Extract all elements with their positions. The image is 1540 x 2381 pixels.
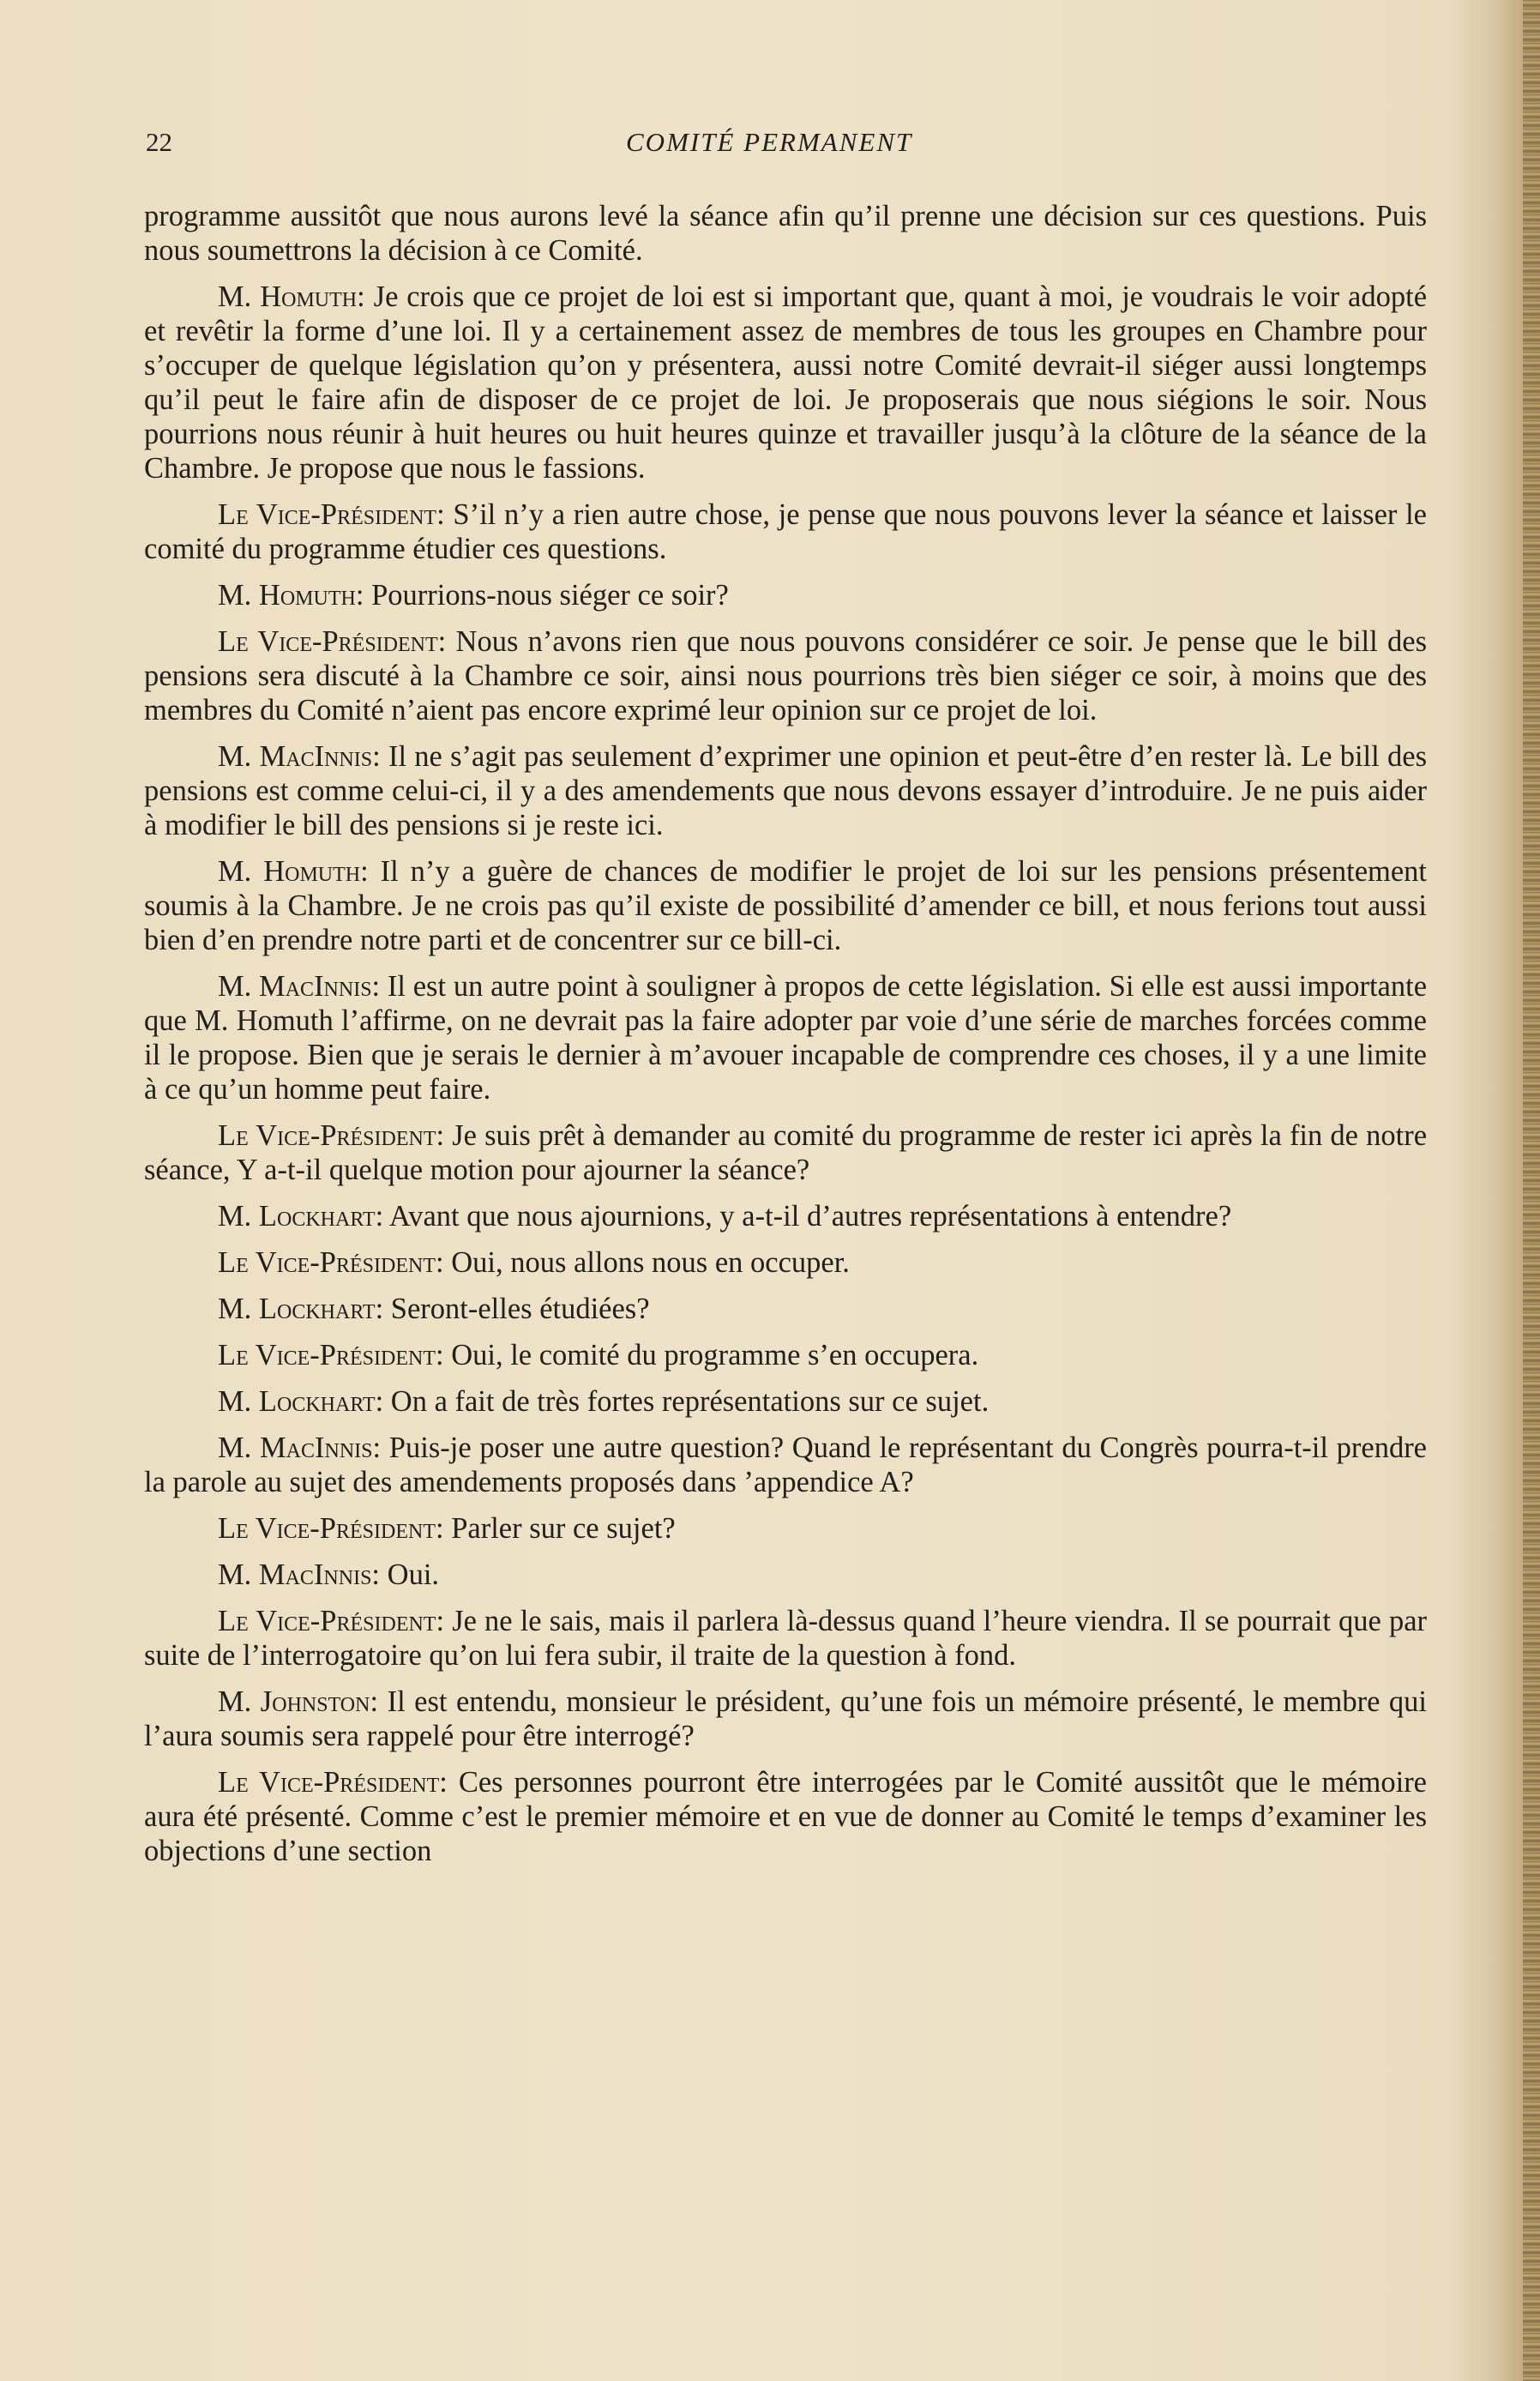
paragraph — [144, 1431, 1427, 1499]
speaker-name: M. Homuth: — [218, 579, 364, 612]
paragraph-text: Nous n’avons rien que nous pouvons considérer ce soir. Je pense que le bill des pensions sera discuté à la Chambre ce soir, ainsi nous pourrions très bien siéger ce soir, à moins que des membres du Comité n’aient pas encore exprimé leur opinion sur ce projet de loi. — [144, 625, 1427, 726]
paragraph — [144, 199, 1427, 268]
paragraph — [144, 1292, 1427, 1326]
speaker-name: M. Johnston: — [218, 1685, 379, 1718]
paragraph — [144, 578, 1427, 612]
paragraph-text: Il est entendu, monsieur le président, qu’une fois un mémoire présenté, le membre qui l’aura soumis sera rappelé pour être interrogé? — [144, 1685, 1428, 1752]
paragraph-text: Ces personnes pourront être interrogées par le Comité aussitôt que le mémoire aura été présenté. Comme c’est le premier mémoire et en vue de donner au Comité le temps d’examiner les objections d’une section — [144, 1766, 1427, 1867]
speaker-name: M. MacInnis: — [218, 970, 381, 1003]
paragraph-text: Puis-je poser une autre question? Quand le représentant du Congrès pourra-t-il prendre la parole au sujet des amendements proposés dans ’appendice A? — [144, 1432, 1427, 1498]
speaker-name: M. Homuth: — [218, 280, 365, 313]
speaker-name: M. MacInnis: — [218, 740, 381, 773]
speaker-name: M. Lockhart: — [218, 1385, 384, 1418]
page-header — [146, 118, 1449, 170]
paragraph — [144, 1199, 1427, 1233]
paragraph-text: programme aussitôt que nous aurons levé la séance afin qu’il prenne une décision sur ces questions. Puis nous soumettrons la décision à ce Comité. — [144, 200, 1427, 267]
paragraph-text: Oui. — [387, 1558, 440, 1591]
paragraph-text: Avant que nous ajournions, y a-t-il d’autres représentations à entendre? — [388, 1200, 1232, 1233]
paragraph-text: Parler sur ce sujet? — [451, 1512, 676, 1545]
speaker-name: Le Vice-Président: — [218, 1119, 445, 1152]
speaker-name: Le Vice-Président: — [218, 1766, 448, 1799]
paragraph — [144, 497, 1427, 566]
paragraph-text: Seront-elles étudiées? — [390, 1293, 650, 1325]
paragraph — [144, 1685, 1427, 1753]
paragraph-text: S’il n’y a rien autre chose, je pense que nous pouvons lever la séance et laisser le comité du programme étudier ces questions. — [144, 498, 1427, 565]
speaker-name: Le Vice-Président: — [218, 1512, 444, 1545]
running-title: COMITÉ PERMANENT — [626, 127, 913, 157]
paragraph-text: Oui, nous allons nous en occuper. — [451, 1246, 850, 1279]
body-text — [144, 199, 1427, 1880]
speaker-name: Le Vice-Président: — [218, 1605, 445, 1637]
page-edge — [1523, 0, 1540, 2381]
paragraph — [144, 854, 1427, 957]
paragraph-text: Pourrions-nous siéger ce soir? — [371, 579, 729, 612]
paragraph — [144, 280, 1427, 485]
paragraph — [144, 1118, 1427, 1187]
paragraph-text: Je ne le sais, mais il parlera là-dessus quand l’heure viendra. Il se pourrait que par suite de l’interrogatoire qu’on lui fera subir, il traite de la question à fond. — [144, 1605, 1427, 1672]
speaker-name: M. MacInnis: — [218, 1558, 381, 1591]
paragraph-text: Il n’y a guère de chances de modifier le projet de loi sur les pensions présentement soumis à la Chambre. Je ne crois pas qu’il existe de possibilité d’amender ce bill, et nous ferions tout aussi bien d’en prendre notre parti et de concentrer sur ce bill-ci. — [144, 855, 1427, 956]
paragraph — [144, 624, 1427, 727]
speaker-name: Le Vice-Président: — [218, 498, 445, 531]
speaker-name: M. Homuth: — [218, 855, 369, 888]
speaker-name: Le Vice-Président: — [218, 625, 447, 658]
speaker-name: M. Lockhart: — [218, 1293, 384, 1325]
paragraph-text: Oui, le comité du programme s’en occupera. — [451, 1339, 979, 1371]
paragraph-text: On a fait de très fortes représentations sur ce sujet. — [390, 1385, 990, 1418]
speaker-name: M. Lockhart: — [218, 1200, 384, 1233]
paragraph — [144, 1765, 1427, 1868]
paragraph — [144, 1604, 1427, 1673]
paragraph — [144, 739, 1427, 842]
paragraph — [144, 1384, 1427, 1419]
speaker-name: M. MacInnis: — [218, 1432, 382, 1464]
paragraph-text: Je crois que ce projet de loi est si important que, quant à moi, je voudrais le voir adopté et revêtir la forme d’une loi. Il y a certainement assez de membres de tous les groupes en Chambre pour s’occuper de quelque législation qu’on y présentera, aussi notre Comité devrait-il siéger aussi longtemps qu’il peut le faire afin de disposer de ce projet de loi. Je proposerais que nous siégions le soir. Nous pourrions nous réunir à huit heures ou huit heures quinze et travailler jusqu’à la clôture de la séance de la Chambre. Je propose que nous le fassions. — [144, 280, 1428, 485]
speaker-name: Le Vice-Président: — [218, 1339, 444, 1371]
paragraph — [144, 1511, 1427, 1546]
page-number: 22 — [146, 127, 172, 157]
paragraph — [144, 1558, 1427, 1592]
paragraph-text: Je suis prêt à demander au comité du programme de rester ici après la fin de notre séance, Y a-t-il quelque motion pour ajourner la séance? — [144, 1119, 1428, 1186]
paragraph-text: Il ne s’agit pas seulement d’exprimer une opinion et peut-être d’en rester là. Le bill des pensions est comme celui-ci, il y a des amendements que nous devons essayer d’introduire. Je ne puis aider à modifier le bill des pensions si je reste ici. — [144, 740, 1427, 841]
paragraph — [144, 1338, 1427, 1372]
speaker-name: Le Vice-Président: — [218, 1246, 444, 1279]
paragraph-text: Il est un autre point à souligner à propos de cette législation. Si elle est aussi importante que M. Homuth l’affirme, on ne devrait pas la faire adopter par voie d’une série de marches forcées comme il le propose. Bien que je serais le dernier à m’avouer incapable de comprendre ces choses, il y a une limite à ce qu’un homme peut faire. — [144, 970, 1428, 1106]
paragraph — [144, 969, 1427, 1106]
paragraph — [144, 1245, 1427, 1280]
